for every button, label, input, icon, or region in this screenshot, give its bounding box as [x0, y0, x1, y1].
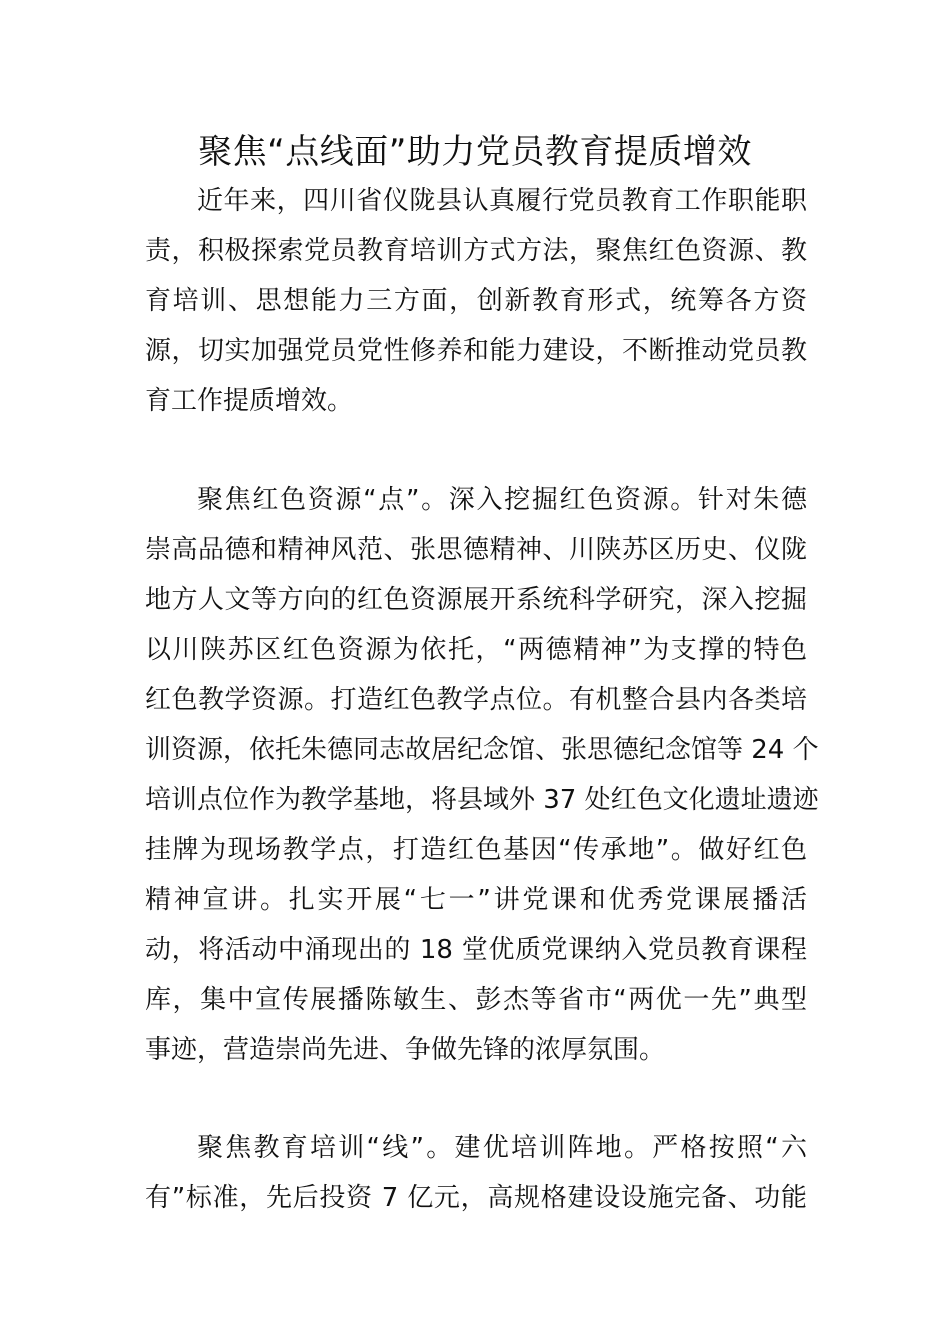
paragraph-line: 责，积极探索党员教育培训方式方法，聚焦红色资源、教 — [145, 236, 807, 266]
paragraph-line: 库，集中宣传展播陈敏生、彭杰等省市“两优一先”典型 — [145, 985, 807, 1015]
paragraph-line: 育工作提质增效。 — [145, 386, 354, 416]
paragraph-line: 地方人文等方向的红色资源展开系统科学研究，深入挖掘 — [145, 585, 807, 615]
paragraph-line: 红色教学资源。打造红色教学点位。有机整合县内各类培 — [145, 685, 807, 715]
paragraph-line: 动，将活动中涌现出的 18 堂优质党课纳入党员教育课程 — [145, 935, 807, 965]
paragraph-intro — [145, 176, 807, 426]
paragraph-line: 培训点位作为教学基地，将县域外 37 处红色文化遗址遗迹 — [145, 785, 819, 815]
paragraph-line: 事迹，营造崇尚先进、争做先锋的浓厚氛围。 — [145, 1035, 666, 1065]
document-title: 聚焦“点线面”助力党员教育提质增效 — [198, 132, 752, 172]
paragraph-line: 近年来，四川省仪陇县认真履行党员教育工作职能职 — [197, 186, 807, 216]
paragraph-line: 源，切实加强党员党性修养和能力建设，不断推动党员教 — [145, 336, 807, 366]
paragraph-line: 育培训、思想能力三方面，创新教育形式，统筹各方资 — [145, 286, 807, 316]
paragraph-line: 聚焦教育培训“线”。建优培训阵地。严格按照“六 — [197, 1133, 807, 1163]
paragraph-line: 有”标准，先后投资 7 亿元，高规格建设设施完备、功能 — [145, 1183, 807, 1213]
paragraph-line: 以川陕苏区红色资源为依托，“两德精神”为支撑的特色 — [145, 635, 807, 665]
paragraph-line: 精神宣讲。扎实开展“七一”讲党课和优秀党课展播活 — [145, 885, 807, 915]
paragraph-line: 聚焦红色资源“点”。深入挖掘红色资源。针对朱德 — [197, 485, 807, 515]
paragraph-line: 挂牌为现场教学点，打造红色基因“传承地”。做好红色 — [145, 835, 807, 865]
paragraph-line: 训资源，依托朱德同志故居纪念馆、张思德纪念馆等 24 个 — [145, 735, 819, 765]
paragraph-education-training — [145, 1123, 807, 1223]
paragraph-line: 崇高品德和精神风范、张思德精神、川陕苏区历史、仪陇 — [145, 535, 807, 565]
paragraph-red-resources — [145, 475, 819, 1075]
